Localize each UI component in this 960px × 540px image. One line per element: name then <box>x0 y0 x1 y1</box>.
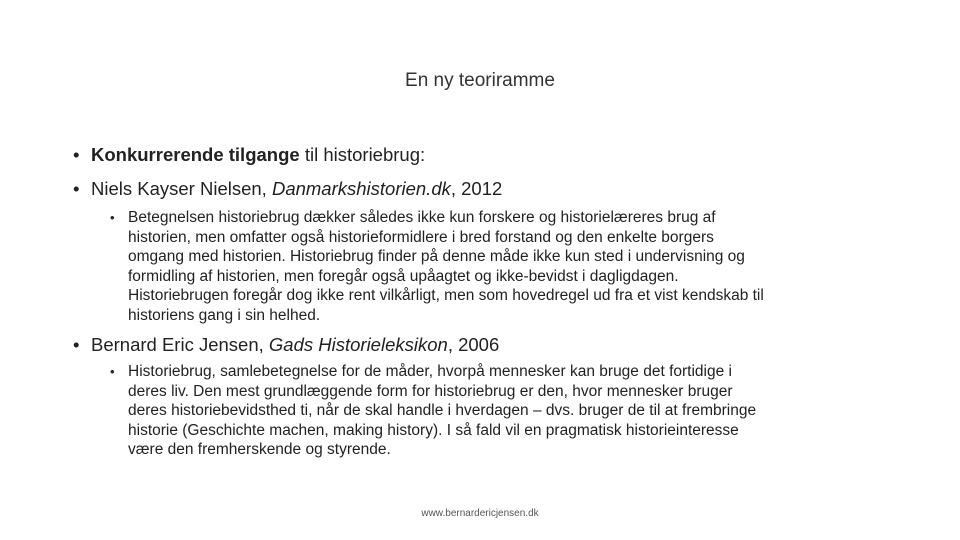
footer-url: www.bernardericjensen.dk <box>421 508 539 519</box>
slide-title: En ny teoriramme <box>405 70 555 91</box>
bullet-icon: • <box>110 364 115 379</box>
bullet-icon: • <box>73 144 80 165</box>
bullet-icon: • <box>73 334 80 355</box>
italic-source: Danmarkshistorien.dk <box>271 178 451 199</box>
quote-line: Historiebrug, samlebetegnelse for de måder, hvorpå mennesker kan bruge det fortidige i <box>128 363 732 380</box>
quote-line: omgang med historien. Historiebrug finder på denne måde ikke kun sted i undervisning og <box>128 248 745 265</box>
quote-line: deres historiebevidsthed ti, når de skal handle i hverdagen – dvs. bruger de til at frembringe <box>128 402 757 419</box>
bullet-text: Niels Kayser Nielsen, <box>91 178 272 199</box>
bullet-year: , 2012 <box>450 178 503 199</box>
italic-source: Gads Historieleksikon <box>268 334 448 355</box>
quote-line: historiens gang i sin helhed. <box>128 306 321 324</box>
quote-line: formidling af historien, men foregår også upåagtet og ikke-bevidst i dagligdagen. <box>128 267 679 285</box>
quote-line: Betegnelsen historiebrug dækker således ikke kun forskere og historielæreres brug af <box>128 209 716 226</box>
bullet-year: , 2006 <box>447 334 500 355</box>
bold-text: Konkurrerende tilgange <box>91 144 300 165</box>
bullet-text: til historiebrug: <box>299 144 426 165</box>
quote-line: historie (Geschichte machen, making history). I så fald vil en pragmatisk historieinteresse <box>128 421 739 439</box>
bullet-icon: • <box>73 178 80 199</box>
quote-line: historien, men omfatter også historieformidlere i bred forstand og den enkelte borgers <box>128 228 714 246</box>
quote-line: være den fremherskende og styrende. <box>128 441 391 458</box>
quote-line: deres liv. Den mest grundlæggende form for historiebrug er den, hvor mennesker bruger <box>128 382 733 400</box>
bullet-text: Bernard Eric Jensen, <box>91 334 269 355</box>
bullet-icon: • <box>110 210 115 225</box>
quote-line: Historiebrugen foregår dog ikke rent vilkårligt, men som hovedregel ud fra et vist kendskab til <box>128 287 764 304</box>
